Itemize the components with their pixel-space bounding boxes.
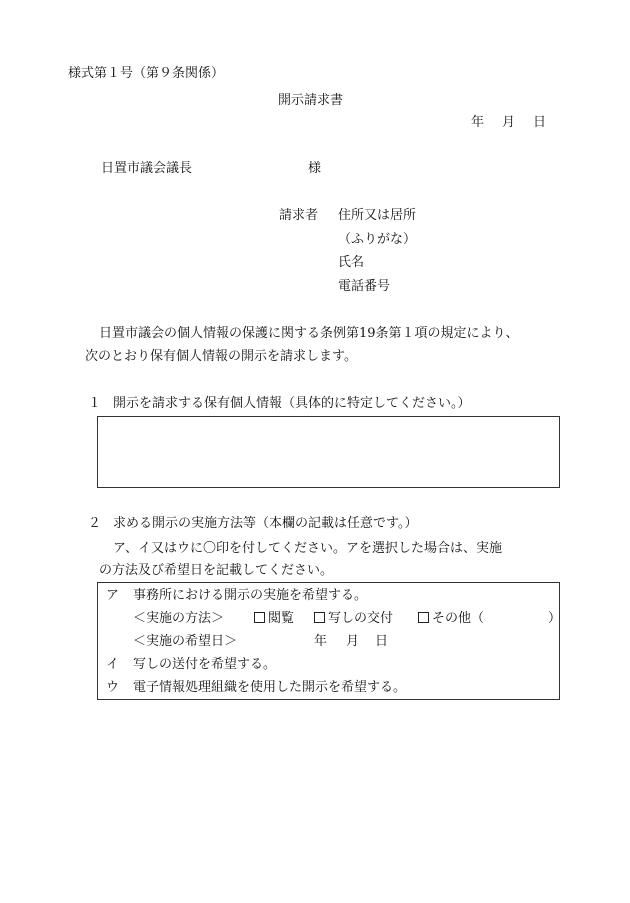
date-day-label: 日 bbox=[533, 115, 547, 130]
addressee-honorific: 様 bbox=[308, 161, 322, 176]
requester-label: 請求者 bbox=[279, 208, 319, 223]
option-u-mark[interactable]: ウ bbox=[106, 680, 120, 695]
option-a-mark[interactable]: ア bbox=[106, 588, 120, 603]
section1-number: １ bbox=[88, 396, 102, 411]
section2-note-line-2: の方法及び希望日を記載してください。 bbox=[99, 563, 334, 578]
section2-note-line-1: ア、イ又はウに〇印を付してください。アを選択した場合は、実施 bbox=[113, 541, 502, 556]
requested-info-input-box[interactable] bbox=[97, 416, 560, 488]
preferred-date-year: 年 bbox=[314, 634, 328, 649]
method-copy-option[interactable] bbox=[314, 612, 393, 625]
preferred-date-month: 月 bbox=[346, 634, 360, 649]
option-i-mark[interactable]: イ bbox=[106, 657, 120, 672]
section2-number: ２ bbox=[88, 516, 102, 531]
document-title: 開示請求書 bbox=[278, 93, 344, 108]
method-view-option[interactable] bbox=[254, 612, 294, 625]
method-other-label: その他（ bbox=[432, 611, 485, 626]
addressee-name: 日置市議会議長 bbox=[101, 161, 193, 176]
intro-line-1: 日置市議会の個人情報の保護に関する条例第19条第１項の規定により、 bbox=[99, 326, 519, 341]
checkbox-copy[interactable] bbox=[314, 612, 325, 623]
requester-phone-label: 電話番号 bbox=[338, 279, 391, 294]
checkbox-view[interactable] bbox=[254, 612, 265, 623]
method-other-close: ） bbox=[548, 611, 562, 626]
section1-heading: 開示を請求する保有個人情報（具体的に特定してください。） bbox=[113, 396, 471, 411]
requester-furigana-label: （ふりがな） bbox=[338, 232, 417, 247]
form-number: 様式第１号（第９条関係） bbox=[68, 66, 225, 81]
intro-line-2: 次のとおり保有個人情報の開示を請求します。 bbox=[85, 349, 357, 364]
section2-heading: 求める開示の実施方法等（本欄の記載は任意です。） bbox=[113, 516, 418, 531]
method-copy-label: 写しの交付 bbox=[328, 611, 394, 626]
method-other-option[interactable] bbox=[418, 612, 484, 625]
checkbox-other[interactable] bbox=[418, 612, 429, 623]
requester-address-label: 住所又は居所 bbox=[338, 208, 417, 223]
requester-name-label: 氏名 bbox=[338, 255, 365, 270]
preferred-date-day: 日 bbox=[375, 634, 389, 649]
option-a-text: 事務所における開示の実施を希望する。 bbox=[133, 588, 368, 603]
disclosure-method-box bbox=[97, 582, 560, 700]
date-year-label: 年 bbox=[471, 115, 485, 130]
date-month-label: 月 bbox=[502, 115, 516, 130]
preferred-date-label: ＜実施の希望日＞ bbox=[133, 634, 238, 649]
option-u-text: 電子情報処理組織を使用した開示を希望する。 bbox=[133, 680, 407, 695]
option-i-text: 写しの送付を希望する。 bbox=[133, 657, 277, 672]
method-view-label: 閲覧 bbox=[268, 611, 295, 626]
method-label: ＜実施の方法＞ bbox=[133, 611, 225, 626]
